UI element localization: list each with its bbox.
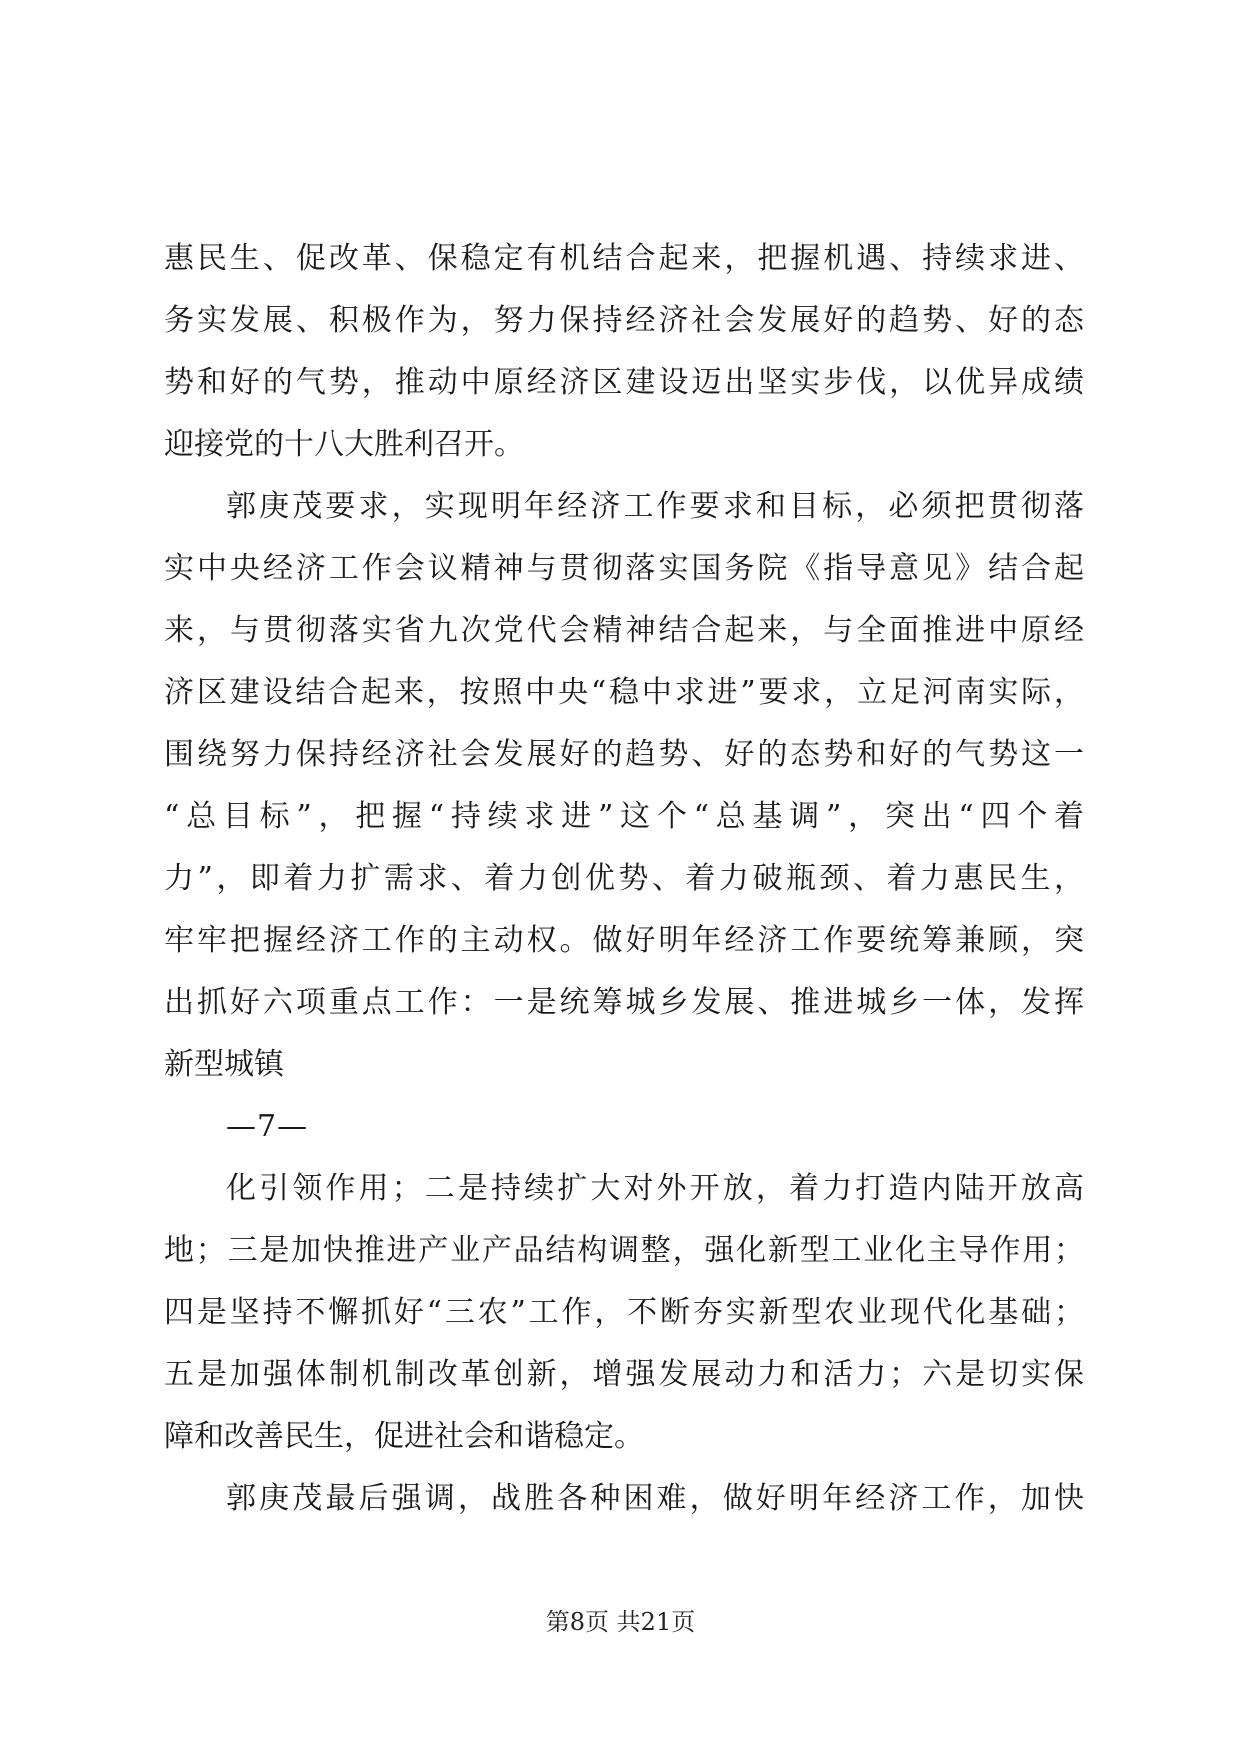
text-line: 势和好的气势，推动中原经济区建设迈出坚实步伐，以优异成绩 <box>164 365 1084 400</box>
paragraph-start-line: 郭庚茂要求，实现明年经济工作要求和目标，必须把贯彻落 <box>226 489 1084 524</box>
text-line: 五是加强体制机制改革创新，增强发展动力和活力；六是切实保 <box>164 1357 1084 1392</box>
text-line: 迎接党的十八大胜利召开。 <box>164 427 524 462</box>
text-line: 围绕努力保持经济社会发展好的趋势、好的态势和好的气势这一 <box>164 737 1084 772</box>
text-line: 务实发展、积极作为，努力保持经济社会发展好的趋势、好的态 <box>164 303 1084 338</box>
text-line: 牢牢把握经济工作的主动权。做好明年经济工作要统筹兼顾，突 <box>164 923 1084 958</box>
text-line: 惠民生、促改革、保稳定有机结合起来，把握机遇、持续求进、 <box>164 241 1084 276</box>
text-line: 新型城镇 <box>164 1047 284 1082</box>
text-line: 四是坚持不懈抓好“三农”工作，不断夯实新型农业现代化基础； <box>164 1295 1084 1330</box>
text-line: 障和改善民生，促进社会和谐稳定。 <box>164 1419 644 1454</box>
text-line: 出抓好六项重点工作：一是统筹城乡发展、推进城乡一体，发挥 <box>164 985 1084 1020</box>
inline-page-number: —7— <box>226 1109 309 1144</box>
page-footer: 第8页 共21页 <box>545 1608 696 1636</box>
paragraph-start-line: 郭庚茂最后强调，战胜各种困难，做好明年经济工作，加快 <box>226 1481 1084 1516</box>
text-line: “总目标”，把握“持续求进”这个“总基调”，突出“四个着 <box>164 799 1084 834</box>
body-text <box>164 228 1084 1530</box>
text-line: 力”，即着力扩需求、着力创优势、着力破瓶颈、着力惠民生， <box>164 861 1084 896</box>
text-line: 实中央经济工作会议精神与贯彻落实国务院《指导意见》结合起 <box>164 551 1084 586</box>
text-line: 来，与贯彻落实省九次党代会精神结合起来，与全面推进中原经 <box>164 613 1084 648</box>
paragraph-start-line: 化引领作用；二是持续扩大对外开放，着力打造内陆开放高 <box>226 1171 1084 1206</box>
text-line: 地；三是加快推进产业产品结构调整，强化新型工业化主导作用； <box>164 1233 1084 1268</box>
text-line: 济区建设结合起来，按照中央“稳中求进”要求，立足河南实际， <box>164 675 1084 710</box>
